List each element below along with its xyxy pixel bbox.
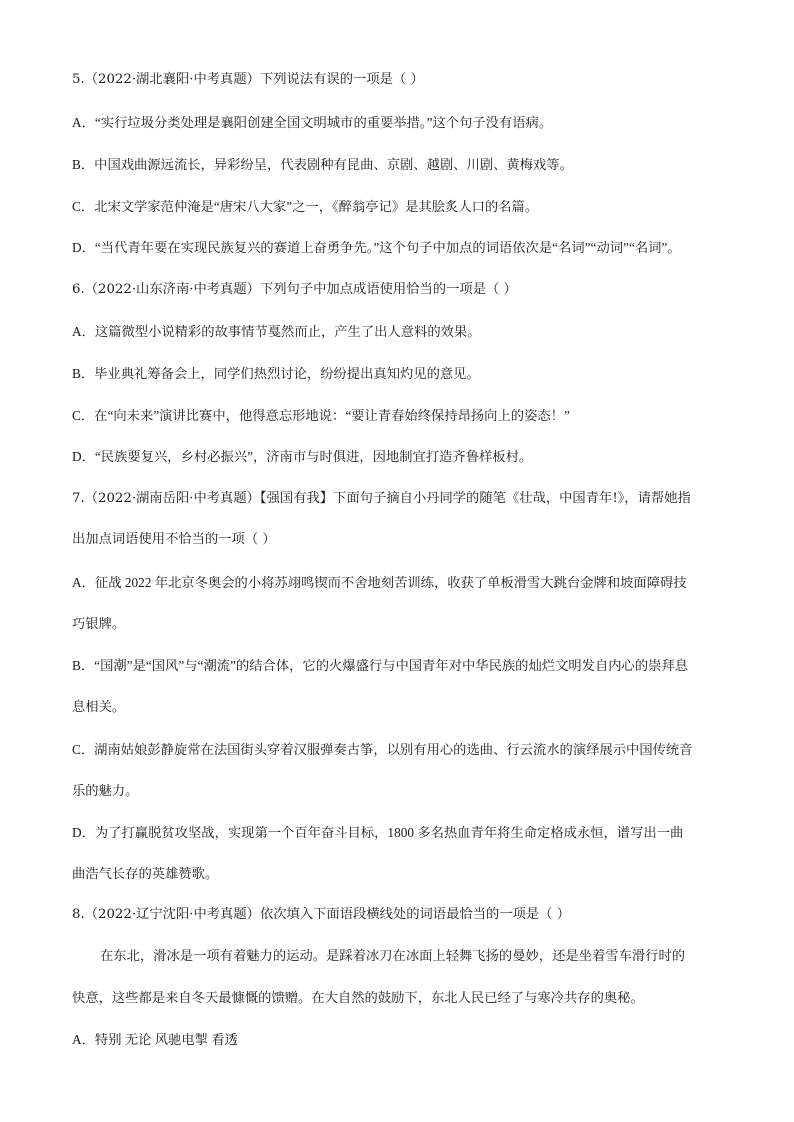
question-8-passage-line-2: 快意，这些都是来自冬天最慷慨的馈赠。在大自然的鼓励下，东北人民已经了与寒冷共存的奥秘。 — [72, 991, 644, 1006]
question-5-option-a: A．“实行垃圾分类处理是襄阳创建全国文明城市的重要举措。”这个句子没有语病。 — [72, 115, 553, 130]
question-8-option-a: A．特别 无论 风驰电掣 看透 — [72, 1032, 238, 1047]
question-7-option-b-line-1: B．“国潮”是“国风”与“潮流”的结合体，它的火爆盛行与中国青年对中华民族的灿烂文明发自内心的崇拜息 — [72, 658, 689, 673]
question-5-stem: 5.（2022·湖北襄阳·中考真题）下列说法有误的一项是（ ） — [72, 72, 424, 87]
question-6-option-a: A．这篇微型小说精彩的故事情节戛然而止，产生了出人意料的效果。 — [72, 324, 481, 339]
question-6-option-c: C．在“向未来”演讲比赛中，他得意忘形地说：“要让青春始终保持昂扬向上的姿态！” — [72, 408, 570, 423]
question-8-stem: 8.（2022·辽宁沈阳·中考真题）依次填入下面语段横线处的词语最恰当的一项是（ ） — [72, 907, 571, 922]
question-7-stem-line-2: 出加点词语使用不恰当的一项（ ） — [72, 532, 276, 547]
question-7-stem-line-1: 7.（2022·湖南岳阳·中考真题）【强国有我】下面句子摘自小丹同学的随笔《壮哉，中国青年!》，请帮她指 — [72, 491, 691, 506]
question-5-option-d: D．“当代青年要在实现民族复兴的赛道上奋勇争先。”这个句子中加点的词语依次是“名词”“动词”“名词”。 — [72, 240, 681, 255]
question-5-option-c: C．北宋文学家范仲淹是“唐宋八大家”之一，《醉翁亭记》是其脍炙人口的名篇。 — [72, 199, 539, 214]
question-6-stem: 6.（2022·山东济南·中考真题）下列句子中加点成语使用恰当的一项是（ ） — [72, 282, 517, 297]
question-8-passage-line-1: 在东北，滑冰是一项有着魅力的运动。是踩着冰刀在冰面上轻舞飞扬的曼妙，还是坐着雪车滑行时的 — [100, 949, 686, 964]
question-7-option-d-line-2: 曲浩气长存的英雄赞歌。 — [72, 866, 219, 881]
question-7-option-a-line-2: 巧银牌。 — [72, 616, 126, 631]
question-6-option-d: D．“民族要复兴，乡村必振兴”，济南市与时俱进，因地制宜打造齐鲁样板村。 — [72, 449, 533, 464]
question-7-option-c-line-1: C．湖南姑娘彭静旋常在法国街头穿着汉服弹奏古筝，以别有用心的选曲、行云流水的演绎展示中国传统音 — [72, 742, 693, 757]
question-7-option-c-line-2: 乐的魅力。 — [72, 783, 139, 798]
question-7-option-a-line-1: A．征战 2022 年北京冬奥会的小将苏翊鸣锲而不舍地刻苦训练，收获了单板滑雪大跳台金牌和坡面障碍技 — [72, 575, 687, 590]
question-7-option-b-line-2: 息相关。 — [72, 699, 126, 714]
question-6-option-b: B．毕业典礼筹备会上，同学们热烈讨论，纷纷提出真知灼见的意见。 — [72, 366, 480, 381]
question-5-option-b: B．中国戏曲源远流长，异彩纷呈，代表剧种有昆曲、京剧、越剧、川剧、黄梅戏等。 — [72, 157, 573, 172]
question-7-option-d-line-1: D．为了打赢脱贫攻坚战，实现第一个百年奋斗目标，1800 多名热血青年将生命定格成永恒，谱写出一曲 — [72, 825, 684, 840]
